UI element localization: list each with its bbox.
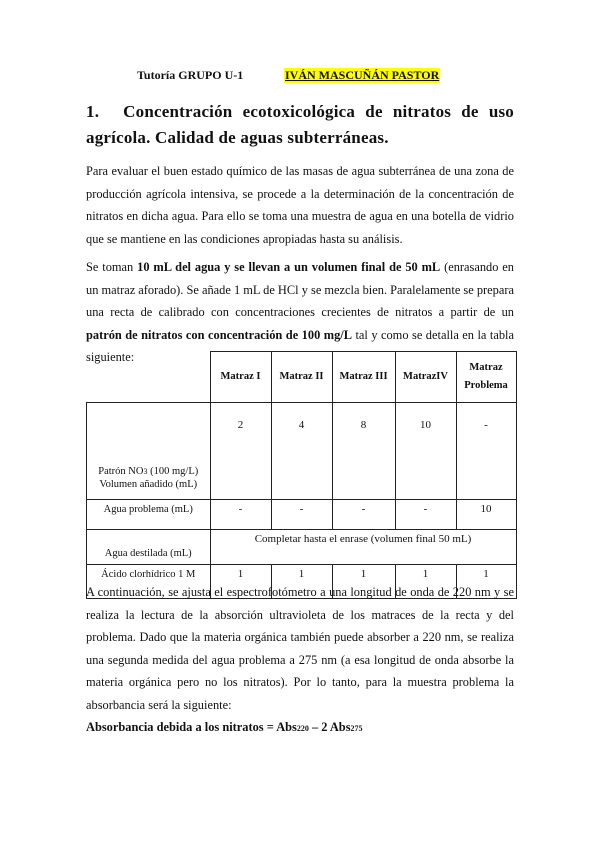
table-cell: 2	[210, 403, 271, 500]
spectro-paragraph: A continuación, se ajusta el espectrofotómetro a una longitud de onda de 220 nm y se realiza la lectura de la absorción ultravioleta de los matraces de la recta y del problema. Dado que la materia orgánica también puede absorber a 220 nm, se realiza una segunda medida del agua problema a 275 nm (a esa longitud de onda absorbe la materia orgánica pero no los nitratos). Por lo tanto, para la muestra problema la absorbancia será la siguiente:	[86, 585, 514, 712]
table-cell: 8	[332, 403, 395, 500]
row-label-agua-destilada: Agua destilada (mL)	[87, 530, 211, 565]
table-cell: -	[332, 500, 395, 530]
table-cell: 4	[271, 403, 332, 500]
row-label-acido: Ácido clorhídrico 1 M	[87, 565, 211, 599]
section-heading	[86, 99, 514, 151]
merged-cell: Completar hasta el enrase (volumen final 50 mL)	[210, 530, 516, 565]
table-cell: 10	[395, 403, 456, 500]
patron-subscript: 3	[143, 467, 148, 476]
table-cell: 1	[332, 565, 395, 599]
table-cell: 10	[456, 500, 516, 530]
patron-label: Patrón NO	[98, 466, 144, 477]
formula-mid: – 2 Abs	[308, 720, 351, 734]
patron-concentration: (100 mg/L)	[147, 466, 199, 477]
table-cell: -	[271, 500, 332, 530]
row-label-agua-problema: Agua problema (mL)	[87, 500, 211, 530]
table-header: Matraz Problema	[456, 352, 516, 403]
patron-volume-label: Volumen añadido (mL)	[99, 479, 198, 490]
formula-sub-220: 220	[296, 724, 309, 733]
intro-paragraph: Para evaluar el buen estado químico de las masas de agua subterránea de una zona de producción agrícola intensiva, se procede a la determinación de la concentración de nitratos en dicha agua. Para ello se toma una muestra de agua en una botella de vidrio que se mantiene en las condiciones apropiadas hasta su análisis.	[86, 164, 514, 246]
author-name: IVÁN MASCUÑÁN PASTOR	[285, 68, 440, 82]
tutoria-label: Tutoría GRUPO U-1	[137, 68, 244, 82]
table-cell: 1	[210, 565, 271, 599]
para2-bold-1: 10 mL del agua y se llevan a un volumen final de 50 mL	[137, 260, 441, 274]
table-cell: 1	[395, 565, 456, 599]
row-label-patron	[87, 403, 211, 500]
table-header: MatrazIV	[395, 352, 456, 403]
para2-text-3: tal y como se detalla en la tabla siguiente:	[86, 327, 514, 365]
para2-text-1: Se toman	[86, 260, 138, 274]
para2-bold-2: patrón de nitratos con concentración de 100 mg/L	[86, 327, 352, 342]
section-title: Concentración ecotoxicológica de nitratos de uso agrícola. Calidad de aguas subterráneas.	[86, 102, 514, 147]
table-header: Matraz II	[271, 352, 332, 403]
formula-sub-275: 275	[350, 724, 363, 733]
table-cell: 1	[456, 565, 516, 599]
section-number: 1.	[86, 102, 100, 121]
table-corner	[87, 352, 211, 403]
absorbance-formula	[86, 716, 514, 741]
table-header: Matraz III	[332, 352, 395, 403]
table-cell: -	[210, 500, 271, 530]
table-cell: 1	[271, 565, 332, 599]
table-header: Matraz I	[210, 352, 271, 403]
table-cell: -	[395, 500, 456, 530]
calibration-table	[86, 351, 517, 599]
para2-text-2: (enrasando en un matraz aforado). Se añade 1 mL de HCl y se mezcla bien. Paralelamente se prepara una recta de calibrado con concentraciones crecientes de nitratos a partir de un	[86, 260, 515, 320]
table-cell: -	[456, 403, 516, 500]
formula-text: Absorbancia debida a los nitratos = Abs	[86, 720, 297, 734]
